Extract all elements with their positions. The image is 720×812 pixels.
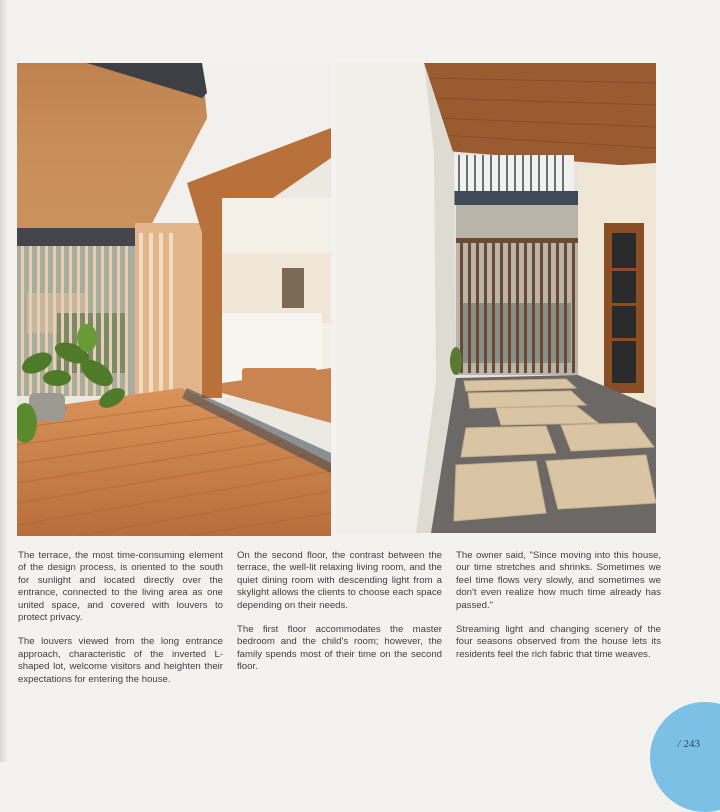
paragraph: The first floor accommodates the master bedroom and the child's room; however, the family spends most of their time on the second floor. (237, 624, 442, 673)
corner-accent-circle (650, 702, 720, 812)
paragraph: The louvers viewed from the long entrance approach, characteristic of the inverted L-shaped lot, welcome visitors and heighten their expectations for entering the house. (18, 636, 223, 685)
terrace-photo (17, 63, 331, 536)
text-column-1 (18, 550, 223, 698)
text-column-2 (237, 550, 442, 686)
paragraph: The terrace, the most time-consuming element of the design process, is oriented to the south for sunlight and located directly over the entrance, connected to the living area as one united space, and covered with louvers to protect privacy. (18, 550, 223, 624)
entrance-approach-photo (336, 63, 656, 533)
text-column-3 (456, 550, 661, 673)
paragraph: The owner said, "Since moving into this house, our time stretches and shrinks. Sometimes we feel time flows very slowly, and sometimes we don't even realize how much time already has passed." (456, 550, 661, 611)
paragraph: On the second floor, the contrast between the terrace, the well-lit relaxing living room, and the quiet dining room with descending light from a skylight allows the clients to choose each space depending on their needs. (237, 550, 442, 611)
page-number-mark: / (677, 738, 681, 750)
book-spine-shadow (0, 0, 8, 762)
paragraph: Streaming light and changing scenery of the four seasons observed from the house lets its residents feel the rich fabric that time weaves. (456, 624, 661, 660)
page-number-value: 243 (683, 738, 700, 750)
page-number (677, 738, 700, 750)
